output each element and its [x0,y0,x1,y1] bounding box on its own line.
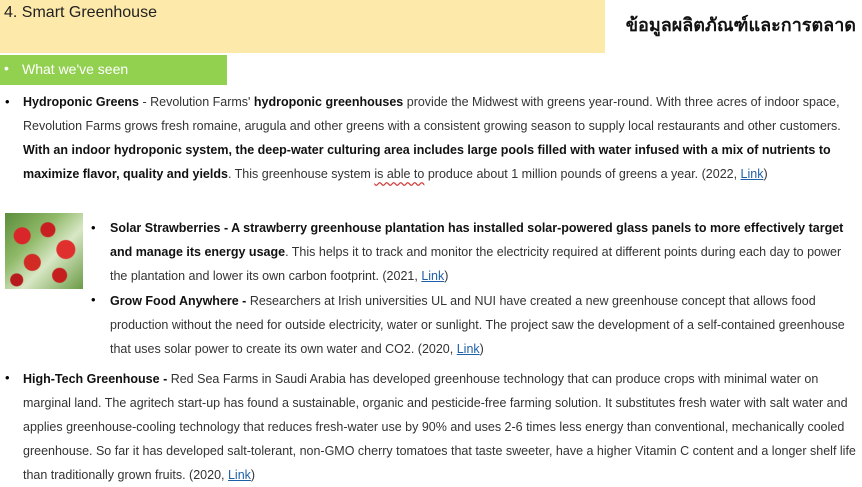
spellcheck-mark: is able to [374,167,425,181]
section-tab-label: What we've seen [22,61,129,77]
strawberry-image [5,213,83,289]
bullet-icon: • [5,94,10,109]
item-heading: Hydroponic Greens [23,95,139,109]
section-tab [0,55,227,85]
list-item-hydroponic: Hydroponic Greens - Revolution Farms' hydroponic greenhouses provide the Midwest with greens year-round. With three acres of indoor space, Revolution Farms grows fresh romaine, arugula and other greens with a consistent growing season to supply local restaurants and other customers. With an indoor hydroponic system, the deep-water culturing area includes large pools filled with water infused with a mix of nutrients to maximize flavor, quality and yields. This greenhouse system is able to produce about 1 million pounds of greens a year. (2022, Link) [23,95,841,181]
list-item-grow-food: Grow Food Anywhere - Researchers at Irish universities UL and NUI have created a new greenhouse concept that allows food production without the need for outside electricity, water or sunlight. The project saw the development of a self-contained greenhouse that uses solar power to create its own water and CO2. (2020, Link) [110,294,845,356]
bullet-icon: • [5,370,10,385]
bullet-icon: • [91,292,96,307]
item-heading: Solar Strawberries [110,221,221,235]
page-title: 4. Smart Greenhouse [4,4,157,21]
thai-section-title: ข้อมูลผลิตภัณฑ์และการตลาด [625,15,856,36]
source-link[interactable]: Link [456,342,480,356]
header-bar [0,0,605,53]
list-item-high-tech: High-Tech Greenhouse - Red Sea Farms in Saudi Arabia has developed greenhouse technology that can produce crops with minimal water on marginal land. The agritech start-up has found a sustainable, organic and pesticide-free farming solution. It substitutes fresh water with salt water and applies greenhouse-cooling technology that reduces fresh-water use by 90% and uses 2-6 times less energy than conventional, mechanically cooled greenhouse. So far it has developed salt-tolerant, non-GMO cherry tomatoes that taste sweeter, have a higher Vitamin C content and a longer shelf life than traditionally grown fruits. (2020, Link) [23,372,856,482]
source-link[interactable]: Link [227,468,251,482]
item-heading: Grow Food Anywhere - [110,294,250,308]
item-heading: High-Tech Greenhouse - [23,372,171,386]
source-link[interactable]: Link [740,167,764,181]
list-item-solar: Solar Strawberries - A strawberry greenhouse plantation has installed solar-powered glass panels to more effectively target and manage its energy usage. This helps it to track and monitor the electricity required at different points during each day to power the plantation and lower its own carbon footprint. (2021, Link) [110,221,844,283]
source-link[interactable]: Link [421,269,445,283]
bullet-icon: • [4,60,9,76]
bullet-icon: • [91,220,96,235]
